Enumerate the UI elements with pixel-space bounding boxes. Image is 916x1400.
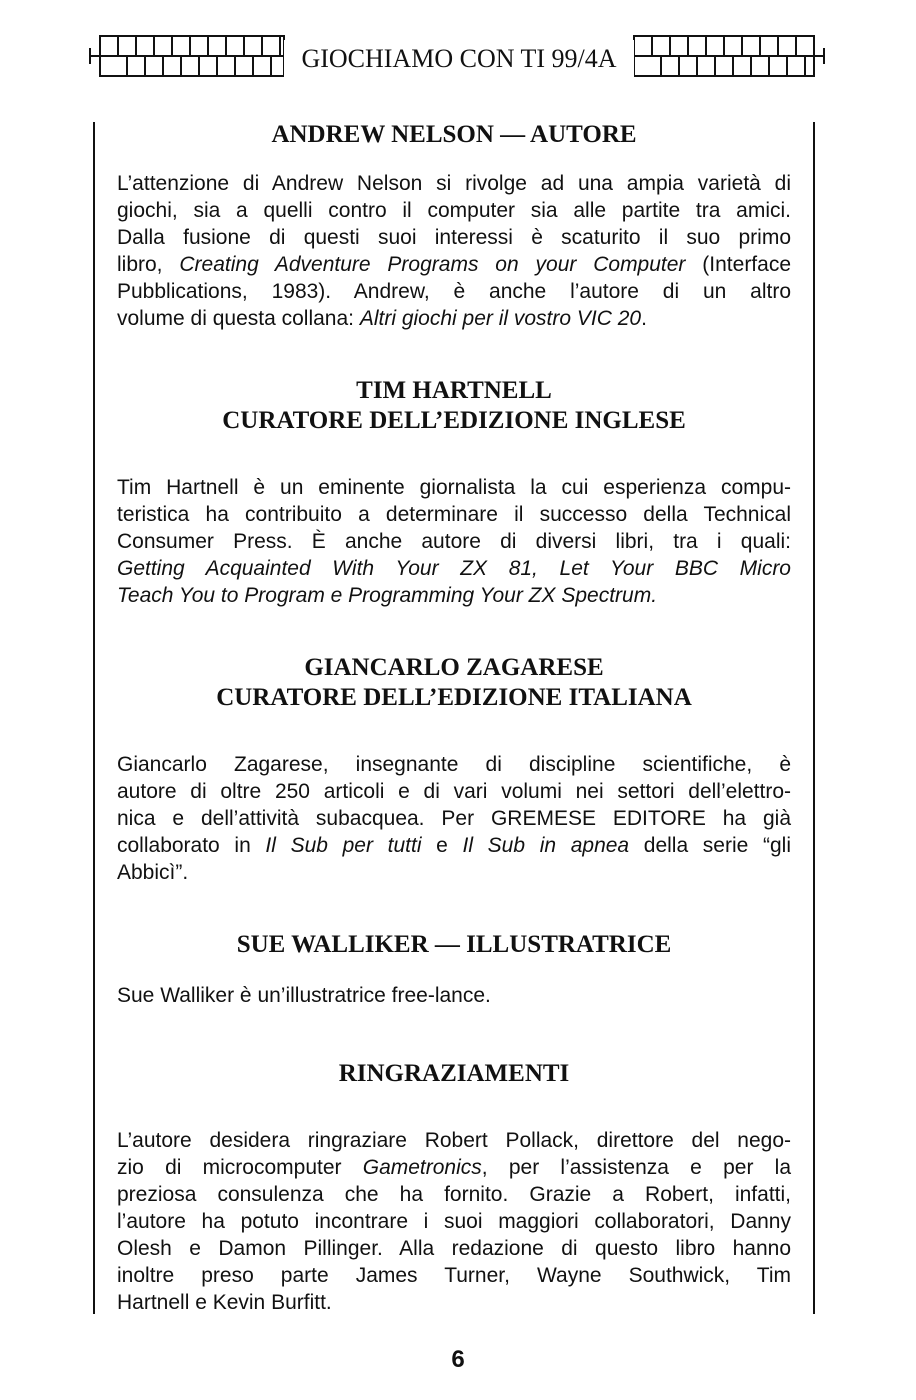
header-title: GIOCHIAMO CON TI 99/4A <box>284 40 634 78</box>
text-line: autore di oltre 250 articoli e di vari volumi nei settori dell’elettro- <box>117 780 791 803</box>
section-body <box>117 474 791 609</box>
right-margin-rule <box>813 122 815 1314</box>
text-line: volume di questa collana: Altri giochi per il vostro VIC 20. <box>117 307 647 330</box>
text-line: Abbicì”. <box>117 861 189 884</box>
text-line: zio di microcomputer Gametronics, per l’assistenza e per la <box>117 1156 791 1179</box>
text-line: collaborato in Il Sub per tutti e Il Sub in apnea della serie “gli <box>117 834 791 857</box>
text-line: Getting Acquainted With Your ZX 81, Let Your BBC Micro <box>117 557 791 580</box>
section-english-editor <box>117 376 791 609</box>
section-italian-editor <box>117 653 791 886</box>
heading-line: CURATORE DELL’EDIZIONE ITALIANA <box>216 684 692 711</box>
text-line: teristica ha contribuito a determinare il successo della Technical <box>117 503 791 526</box>
section-body <box>117 751 791 886</box>
text-line: L’attenzione di Andrew Nelson si rivolge ad una ampia varietà di <box>117 172 791 195</box>
heading-line: GIANCARLO ZAGARESE <box>304 654 604 681</box>
text-line: Sue Walliker è un’illustratrice free-lance. <box>117 984 491 1007</box>
section-author <box>117 120 791 332</box>
book-title: Gametronics <box>362 1156 482 1179</box>
book-title: Creating Adventure Programs on your Computer <box>179 253 686 276</box>
section-illustrator <box>117 930 791 1009</box>
text-line: L’autore desidera ringraziare Robert Pollack, direttore del nego- <box>117 1129 791 1152</box>
section-heading <box>117 376 791 436</box>
book-title: Altri giochi per il vostro VIC 20 <box>359 307 642 330</box>
text-line: giochi, sia a quelli contro il computer sia alle partite tra amici. <box>117 199 791 222</box>
text-line: l’autore ha potuto incontrare i suoi maggiori collaboratori, Danny <box>117 1210 791 1233</box>
heading-line: CURATORE DELL’EDIZIONE INGLESE <box>222 407 686 434</box>
text-line: inoltre preso parte James Turner, Wayne Southwick, Tim <box>117 1264 791 1287</box>
heading-line: TIM HARTNELL <box>356 377 552 404</box>
text-line: nica e dell’attività subacquea. Per GREMESE EDITORE ha già <box>117 807 791 830</box>
text-line: Pubblications, 1983). Andrew, è anche l’autore di un altro <box>117 280 791 303</box>
section-acknowledgements <box>117 1059 791 1316</box>
text-line: Giancarlo Zagarese, insegnante di discipline scientifiche, è <box>117 753 791 776</box>
left-margin-rule <box>93 122 95 1314</box>
book-title: Il Sub per tutti <box>265 834 422 857</box>
text-line: preziosa consulenza che ha fornito. Grazie a Robert, infatti, <box>117 1183 791 1206</box>
text-line: Consumer Press. È anche autore di diversi libri, tra i quali: <box>117 530 791 553</box>
text-line: libro, Creating Adventure Programs on your Computer (Interface <box>117 253 792 276</box>
text-line: Olesh e Damon Pillinger. Alla redazione di questo libro hanno <box>117 1237 791 1260</box>
text-line: Tim Hartnell è un eminente giornalista la cui esperienza compu- <box>117 476 791 499</box>
page-number: 6 <box>451 1346 465 1373</box>
section-heading: SUE WALLIKER — ILLUSTRATRICE <box>236 931 672 958</box>
text-line: Hartnell e Kevin Burfitt. <box>117 1291 332 1314</box>
book-title: Il Sub in apnea <box>462 834 630 857</box>
section-body <box>117 1127 791 1316</box>
section-body <box>117 982 791 1009</box>
page-content <box>117 112 791 1316</box>
section-body <box>117 170 791 332</box>
section-heading: ANDREW NELSON — AUTORE <box>271 121 637 148</box>
page-header <box>0 28 916 86</box>
section-heading: RINGRAZIAMENTI <box>338 1060 570 1087</box>
section-heading <box>117 653 791 713</box>
text-line: Teach You to Program e Programming Your ZX Spectrum. <box>117 584 658 607</box>
text-line: Dalla fusione di questi suoi interessi è scaturito il suo primo <box>117 226 791 249</box>
